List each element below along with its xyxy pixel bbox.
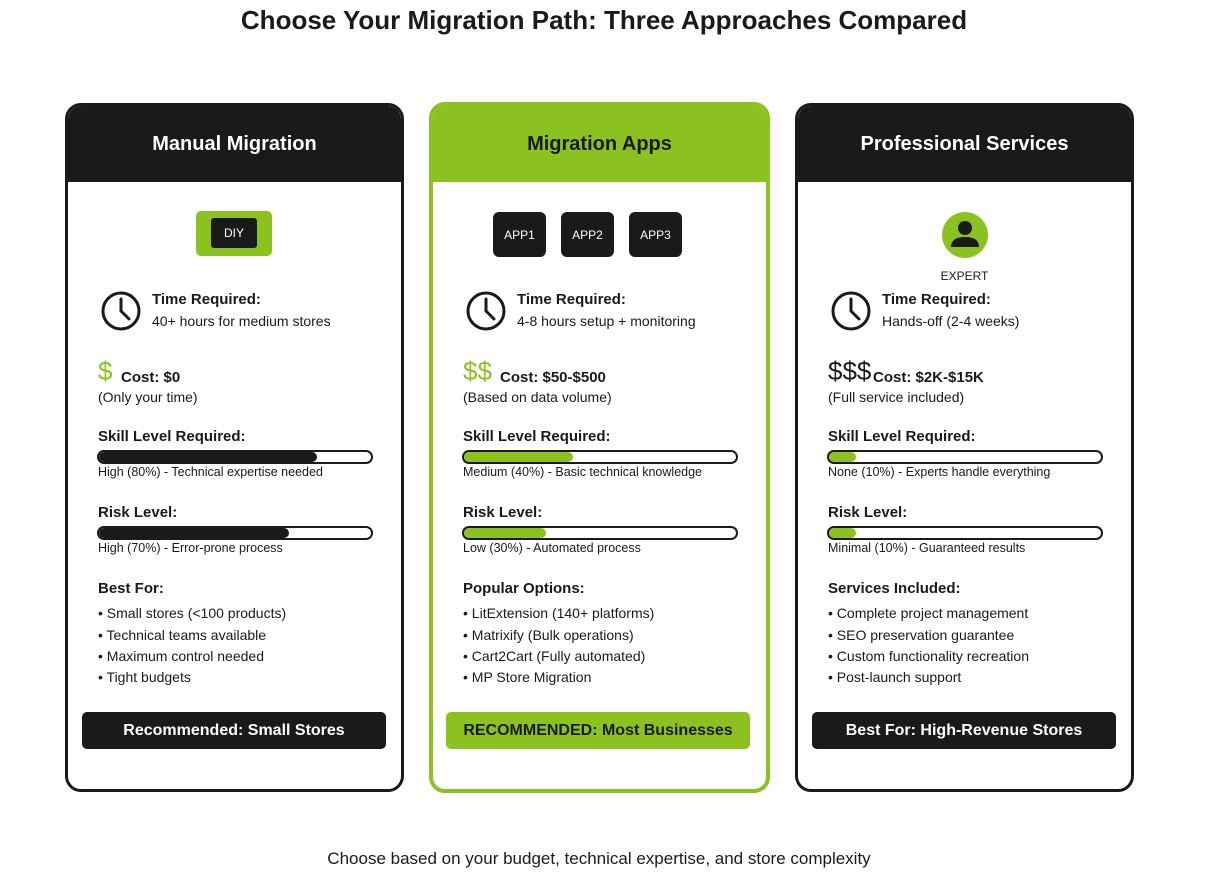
card-manual-migration <box>65 103 404 792</box>
skill-title: Skill Level Required: <box>828 428 976 445</box>
diy-badge <box>196 211 272 256</box>
risk-note: Low (30%) - Automated process <box>463 541 641 555</box>
risk-note: Minimal (10%) - Guaranteed results <box>828 541 1026 555</box>
skill-title: Skill Level Required: <box>98 428 246 445</box>
expert-label: EXPERT <box>940 269 989 283</box>
risk-title: Risk Level: <box>98 504 178 521</box>
list-title: Services Included: <box>828 580 961 597</box>
list-title: Best For: <box>98 580 164 597</box>
risk-note: High (70%) - Error-prone process <box>98 541 283 555</box>
cost-symbol: $ <box>98 356 113 386</box>
list-item: • Tight budgets <box>98 669 191 685</box>
recommendation-banner: Best For: High-Revenue Stores <box>812 712 1116 749</box>
list-item: • LitExtension (140+ platforms) <box>463 605 655 621</box>
skill-title: Skill Level Required: <box>463 428 611 445</box>
cost-title: Cost: $0 <box>121 369 181 386</box>
cost-symbol: $$ <box>463 356 492 386</box>
footer-note: Choose based on your budget, technical expertise, and store complexity <box>327 849 871 868</box>
skill-note: None (10%) - Experts handle everything <box>828 465 1051 479</box>
time-title: Time Required: <box>517 291 626 308</box>
skill-bar <box>827 450 1103 464</box>
risk-bar <box>97 526 373 540</box>
diy-badge-label: DIY <box>211 218 257 248</box>
list-item: • Custom functionality recreation <box>828 648 1029 664</box>
card-header: Manual Migration <box>68 106 401 182</box>
expert-person-icon <box>941 211 989 259</box>
time-title: Time Required: <box>882 291 991 308</box>
time-value: 4-8 hours setup + monitoring <box>517 313 696 329</box>
list-item: • Maximum control needed <box>98 648 264 664</box>
cost-title: Cost: $50-$500 <box>500 369 606 386</box>
time-value: Hands-off (2-4 weeks) <box>882 313 1020 329</box>
time-title: Time Required: <box>152 291 261 308</box>
card-header: Migration Apps <box>433 106 766 182</box>
clock-icon <box>830 290 872 332</box>
list-item: • Small stores (<100 products) <box>98 605 287 621</box>
risk-title: Risk Level: <box>828 504 908 521</box>
skill-bar-fill <box>99 452 317 462</box>
skill-note: Medium (40%) - Basic technical knowledge <box>463 465 702 479</box>
list-item: • SEO preservation guarantee <box>828 627 1015 643</box>
cost-note: (Full service included) <box>828 389 965 405</box>
recommendation-banner: Recommended: Small Stores <box>82 712 386 749</box>
app-icon: APP1 <box>493 212 546 257</box>
skill-bar <box>97 450 373 464</box>
risk-title: Risk Level: <box>463 504 543 521</box>
risk-bar <box>827 526 1103 540</box>
skill-bar-fill <box>829 452 856 462</box>
risk-bar <box>462 526 738 540</box>
app-icon: APP3 <box>629 212 682 257</box>
list-title: Popular Options: <box>463 580 585 597</box>
list-item: • Complete project management <box>828 605 1029 621</box>
list-item: • Matrixify (Bulk operations) <box>463 627 634 643</box>
risk-bar-fill <box>464 528 546 538</box>
list-item: • Cart2Cart (Fully automated) <box>463 648 646 664</box>
card-header: Professional Services <box>798 106 1131 182</box>
risk-bar-fill <box>829 528 856 538</box>
list-item: • Post-launch support <box>828 669 962 685</box>
list-item: • MP Store Migration <box>463 669 592 685</box>
cost-title: Cost: $2K-$15K <box>873 369 984 386</box>
cost-symbol: $$$ <box>828 356 872 386</box>
page-title: Choose Your Migration Path: Three Approaches Compared <box>240 5 968 35</box>
cost-note: (Based on data volume) <box>463 389 612 405</box>
risk-bar-fill <box>99 528 289 538</box>
list-item: • Technical teams available <box>98 627 267 643</box>
app-icon: APP2 <box>561 212 614 257</box>
cost-note: (Only your time) <box>98 389 198 405</box>
time-value: 40+ hours for medium stores <box>152 313 331 329</box>
clock-icon <box>465 290 507 332</box>
card-migration-apps <box>429 102 770 793</box>
skill-note: High (80%) - Technical expertise needed <box>98 465 323 479</box>
clock-icon <box>100 290 142 332</box>
skill-bar-fill <box>464 452 573 462</box>
card-professional-services <box>795 103 1134 792</box>
recommendation-banner: RECOMMENDED: Most Businesses <box>446 712 750 749</box>
skill-bar <box>462 450 738 464</box>
